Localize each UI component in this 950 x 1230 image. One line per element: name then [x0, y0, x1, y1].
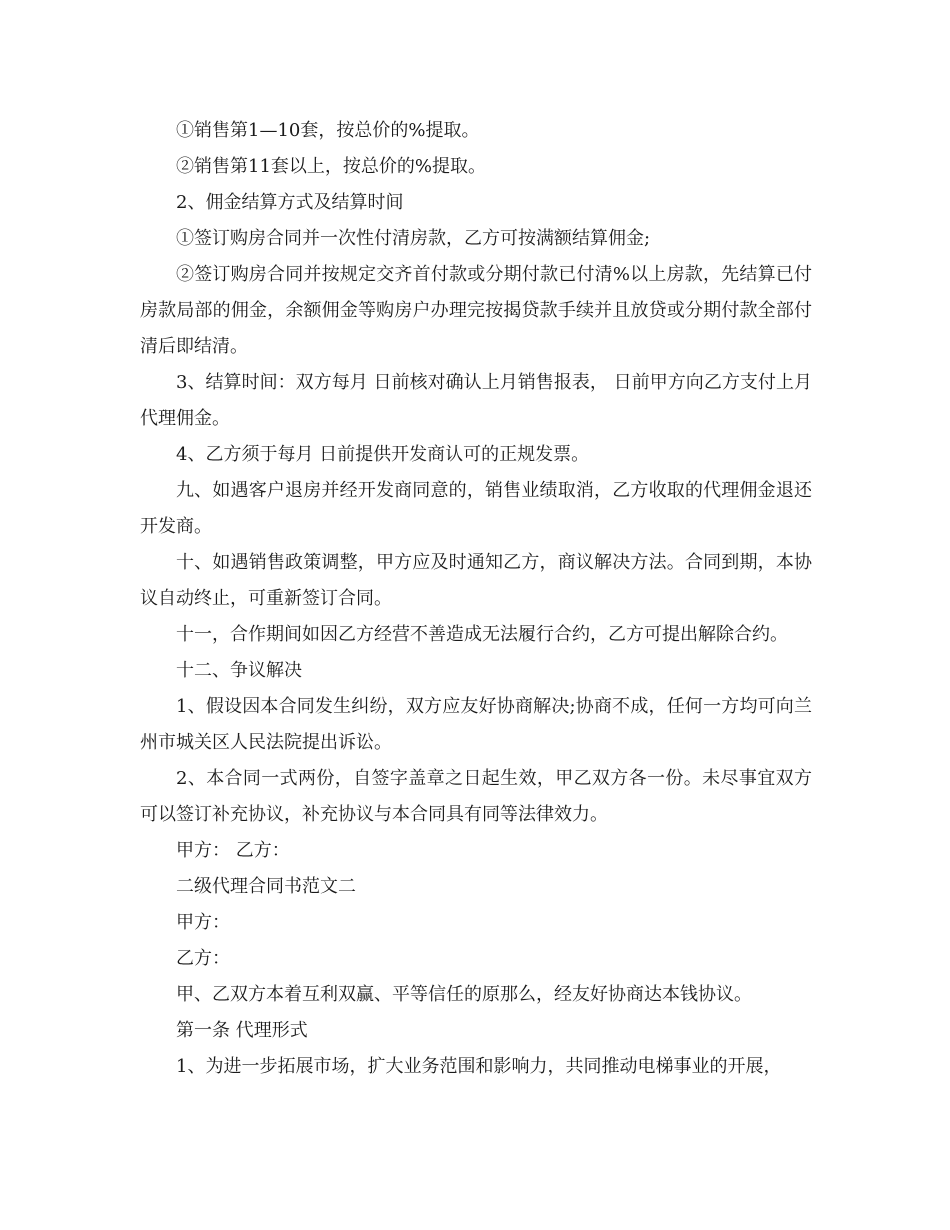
paragraph-full-payment: ①签订购房合同并一次性付清房款，乙方可按满额结算佣金;: [176, 228, 651, 249]
paragraph-settlement-heading: 2、佣金结算方式及结算时间: [176, 192, 404, 213]
paragraph-sample-two-title: 二级代理合同书范文二: [176, 876, 356, 897]
paragraph-dispute: 1、假设因本合同发生纠纷，双方应友好协商解决;协商不成，任何一方均可向兰州市城关区人民法院提出诉讼。: [140, 696, 812, 753]
paragraph-party-a: 甲方：: [176, 912, 230, 933]
paragraph-copies: 2、本合同一式两份，自签字盖章之日起生效，甲乙双方各一份。未尽事宜双方可以签订补充协议，补充协议与本合同具有同等法律效力。: [140, 768, 812, 825]
paragraph-invoice: 4、乙方须于每月 日前提供开发商认可的正规发票。: [176, 444, 590, 465]
paragraph-sales-11-plus: ②销售第11套以上，按总价的%提取。: [176, 156, 487, 177]
paragraph-installment: ②签订购房合同并按规定交齐首付款或分期付款已付清%以上房款，先结算已付房款局部的佣金，余额佣金等购房户办理完按揭贷款手续并且放贷或分期付款全部付清后即结清。: [140, 264, 812, 357]
paragraph-clause-10: 十、如遇销售政策调整，甲方应及时通知乙方，商议解决方法。合同到期，本协议自动终止，可重新签订合同。: [140, 552, 812, 609]
paragraph-article-1-item-1: 1、为进一步拓展市场，扩大业务范围和影响力，共同推动电梯事业的开展，: [176, 1056, 782, 1077]
paragraph-clause-9: 九、如遇客户退房并经开发商同意的，销售业绩取消，乙方收取的代理佣金退还开发商。: [140, 480, 812, 537]
paragraph-sales-1-10: ①销售第1—10套，按总价的%提取。: [176, 120, 480, 141]
paragraph-clause-11: 十一，合作期间如因乙方经营不善造成无法履行合约，乙方可提出解除合约。: [176, 624, 788, 645]
paragraph-party-b: 乙方：: [176, 948, 230, 969]
paragraph-signatures: 甲方： 乙方：: [176, 840, 290, 861]
document-body: [140, 113, 812, 1085]
paragraph-preamble: 甲、乙双方本着互利双赢、平等信任的原那么，经友好协商达本钱协议。: [176, 984, 752, 1005]
paragraph-article-1-heading: 第一条 代理形式: [176, 1020, 308, 1041]
paragraph-clause-12-heading: 十二、争议解决: [176, 660, 302, 681]
paragraph-settlement-time: 3、结算时间：双方每月 日前核对确认上月销售报表， 日前甲方向乙方支付上月代理佣金。: [140, 372, 812, 429]
